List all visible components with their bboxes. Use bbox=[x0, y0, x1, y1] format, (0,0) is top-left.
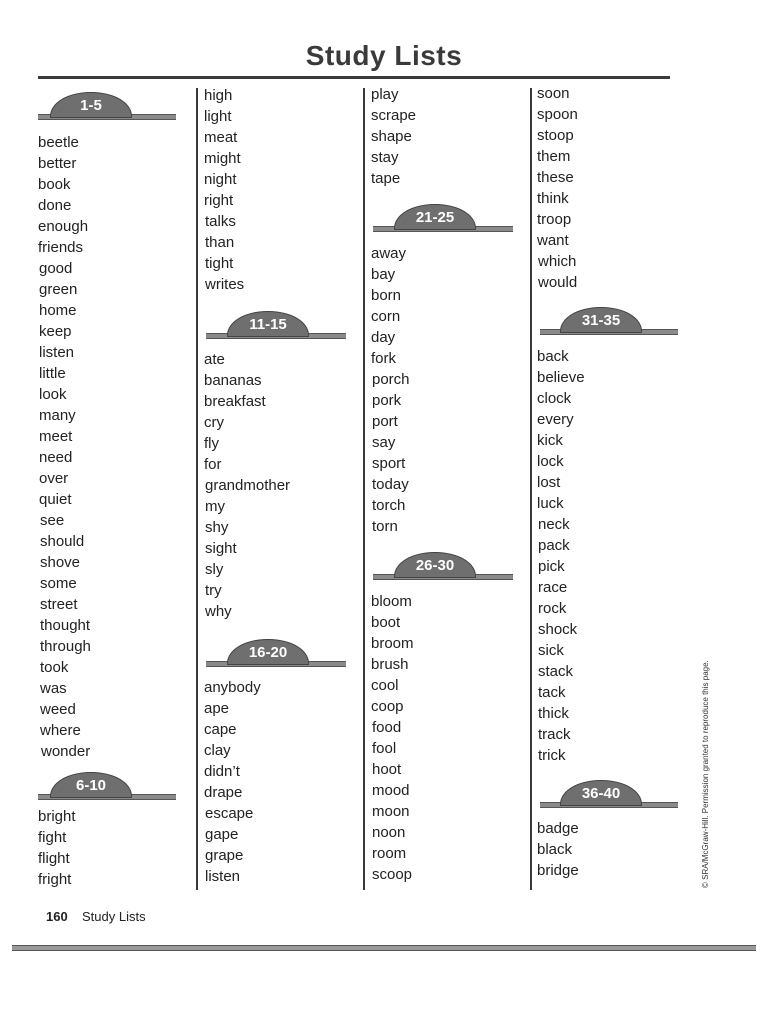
study-word: talks bbox=[205, 213, 236, 230]
section-header-label: 31-35 bbox=[560, 307, 642, 333]
footer-page-number: 160 bbox=[46, 909, 68, 924]
study-word: fly bbox=[204, 435, 219, 452]
study-word: sport bbox=[372, 455, 406, 472]
study-word: brush bbox=[371, 656, 409, 673]
study-word: hoot bbox=[372, 761, 402, 778]
study-word: these bbox=[537, 169, 574, 186]
study-word: why bbox=[205, 603, 232, 620]
section-header-label: 21-25 bbox=[394, 204, 476, 230]
study-word: friends bbox=[38, 239, 84, 256]
title-rule bbox=[38, 76, 670, 79]
study-word: stoop bbox=[537, 127, 574, 144]
study-word: through bbox=[40, 638, 91, 655]
study-word: night bbox=[204, 171, 237, 188]
study-word: cool bbox=[371, 677, 399, 694]
study-word: soon bbox=[537, 85, 570, 102]
study-word: try bbox=[205, 582, 222, 599]
study-word: bloom bbox=[371, 593, 412, 610]
study-word: shape bbox=[371, 128, 412, 145]
study-word: food bbox=[372, 719, 402, 736]
study-word: many bbox=[39, 407, 76, 424]
study-word: escape bbox=[205, 805, 254, 822]
study-word: today bbox=[372, 476, 409, 493]
study-word: spoon bbox=[537, 106, 578, 123]
study-word: was bbox=[40, 680, 67, 697]
study-word: didn’t bbox=[204, 763, 240, 780]
study-word: enough bbox=[38, 218, 89, 235]
study-word: clay bbox=[204, 742, 231, 759]
study-word: neck bbox=[538, 516, 570, 533]
study-word: pack bbox=[538, 537, 570, 554]
study-word: book bbox=[38, 176, 71, 193]
study-word: should bbox=[40, 533, 85, 550]
study-word: thought bbox=[40, 617, 91, 634]
study-word: bridge bbox=[537, 862, 579, 879]
study-word: room bbox=[372, 845, 407, 862]
study-word: race bbox=[538, 579, 568, 596]
study-word: them bbox=[537, 148, 571, 165]
study-word: weed bbox=[40, 701, 76, 718]
study-word: day bbox=[371, 329, 396, 346]
study-word: believe bbox=[537, 369, 585, 386]
study-word: meet bbox=[39, 428, 73, 445]
study-word: mood bbox=[372, 782, 410, 799]
study-word: torn bbox=[372, 518, 398, 535]
study-word: for bbox=[204, 456, 222, 473]
study-word: done bbox=[38, 197, 72, 214]
study-word: noon bbox=[372, 824, 406, 841]
section-header bbox=[206, 311, 346, 339]
study-word: tape bbox=[371, 170, 401, 187]
study-word: think bbox=[537, 190, 569, 207]
study-word: right bbox=[204, 192, 234, 209]
study-word: away bbox=[371, 245, 407, 262]
study-word: kick bbox=[537, 432, 563, 449]
study-word: back bbox=[537, 348, 569, 365]
study-word: over bbox=[39, 470, 69, 487]
study-word: troop bbox=[537, 211, 572, 228]
study-word: moon bbox=[372, 803, 410, 820]
study-word: shy bbox=[205, 519, 229, 536]
study-word: clock bbox=[537, 390, 572, 407]
study-word: boot bbox=[371, 614, 401, 631]
study-word: anybody bbox=[204, 679, 261, 696]
study-word: broom bbox=[371, 635, 414, 652]
study-word: fright bbox=[38, 871, 72, 888]
study-word: port bbox=[372, 413, 398, 430]
study-word: ape bbox=[204, 700, 230, 717]
section-header bbox=[540, 780, 678, 808]
study-word: where bbox=[40, 722, 81, 739]
study-word: scrape bbox=[371, 107, 417, 124]
study-word: might bbox=[204, 150, 241, 167]
study-word: pork bbox=[372, 392, 402, 409]
study-word: say bbox=[372, 434, 396, 451]
study-word: light bbox=[204, 108, 232, 125]
study-word: coop bbox=[371, 698, 404, 715]
study-word: listen bbox=[39, 344, 75, 361]
study-word: some bbox=[40, 575, 77, 592]
section-header-label: 6-10 bbox=[50, 772, 132, 798]
study-word: green bbox=[39, 281, 78, 298]
study-word: cape bbox=[204, 721, 237, 738]
study-word: keep bbox=[39, 323, 72, 340]
section-header bbox=[373, 552, 513, 580]
study-word: black bbox=[537, 841, 573, 858]
study-word: bananas bbox=[204, 372, 262, 389]
study-word: see bbox=[40, 512, 65, 529]
study-word: little bbox=[39, 365, 66, 382]
section-header bbox=[38, 772, 176, 800]
study-word: would bbox=[538, 274, 578, 291]
section-header bbox=[540, 307, 678, 335]
study-word: tack bbox=[538, 684, 566, 701]
study-word: meat bbox=[204, 129, 238, 146]
study-word: fight bbox=[38, 829, 67, 846]
study-word: bright bbox=[38, 808, 76, 825]
study-word: better bbox=[38, 155, 77, 172]
study-word: breakfast bbox=[204, 393, 266, 410]
study-word: tight bbox=[205, 255, 234, 272]
study-word: lock bbox=[537, 453, 564, 470]
study-word: cry bbox=[204, 414, 224, 431]
column-divider bbox=[196, 88, 198, 890]
column-divider bbox=[363, 88, 365, 890]
study-word: torch bbox=[372, 497, 406, 514]
study-word: sick bbox=[538, 642, 564, 659]
study-word: quiet bbox=[39, 491, 72, 508]
section-header-label: 1-5 bbox=[50, 92, 132, 118]
study-word: porch bbox=[372, 371, 410, 388]
study-word: thick bbox=[538, 705, 569, 722]
study-word: every bbox=[537, 411, 574, 428]
study-word: born bbox=[371, 287, 402, 304]
study-word: gape bbox=[205, 826, 239, 843]
study-word: my bbox=[205, 498, 225, 515]
section-header-label: 26-30 bbox=[394, 552, 476, 578]
study-word: shove bbox=[40, 554, 81, 571]
study-word: pick bbox=[538, 558, 565, 575]
study-word: home bbox=[39, 302, 77, 319]
study-word: corn bbox=[371, 308, 401, 325]
study-word: listen bbox=[205, 868, 241, 885]
study-word: need bbox=[39, 449, 73, 466]
study-word: took bbox=[40, 659, 69, 676]
study-word: look bbox=[39, 386, 67, 403]
study-word: want bbox=[537, 232, 569, 249]
study-word: beetle bbox=[38, 134, 79, 151]
study-word: trick bbox=[538, 747, 566, 764]
study-word: sly bbox=[205, 561, 224, 578]
column-divider bbox=[530, 88, 532, 890]
study-word: scoop bbox=[372, 866, 413, 883]
study-word: flight bbox=[38, 850, 70, 867]
page-title: Study Lists bbox=[305, 40, 463, 71]
study-word: grape bbox=[205, 847, 244, 864]
study-word: badge bbox=[537, 820, 579, 837]
study-word: shock bbox=[538, 621, 578, 638]
study-word: sight bbox=[205, 540, 237, 557]
bottom-rule bbox=[12, 945, 756, 951]
study-word: drape bbox=[204, 784, 243, 801]
study-word: writes bbox=[205, 276, 245, 293]
section-header-label: 11-15 bbox=[227, 311, 309, 337]
section-header-label: 16-20 bbox=[227, 639, 309, 665]
study-word: grandmother bbox=[205, 477, 291, 494]
study-word: rock bbox=[538, 600, 567, 617]
study-word: stay bbox=[371, 149, 399, 166]
study-word: high bbox=[204, 87, 233, 104]
study-word: lost bbox=[537, 474, 561, 491]
study-word: ate bbox=[204, 351, 225, 368]
footer-label: Study Lists bbox=[82, 909, 146, 924]
study-word: good bbox=[39, 260, 73, 277]
study-word: luck bbox=[537, 495, 564, 512]
study-word: than bbox=[205, 234, 235, 251]
study-word: fork bbox=[371, 350, 397, 367]
study-word: track bbox=[538, 726, 571, 743]
copyright-notice: © SRA/McGraw-Hill. Permission granted to reproduce this page. bbox=[701, 660, 710, 888]
study-word: bay bbox=[371, 266, 396, 283]
study-word: play bbox=[371, 86, 399, 103]
section-header bbox=[206, 639, 346, 667]
study-word: stack bbox=[538, 663, 574, 680]
section-header-label: 36-40 bbox=[560, 780, 642, 806]
study-word: fool bbox=[372, 740, 397, 757]
section-header bbox=[373, 204, 513, 232]
study-word: street bbox=[40, 596, 78, 613]
study-word: which bbox=[538, 253, 577, 270]
study-word: wonder bbox=[41, 743, 91, 760]
section-header bbox=[38, 92, 176, 120]
